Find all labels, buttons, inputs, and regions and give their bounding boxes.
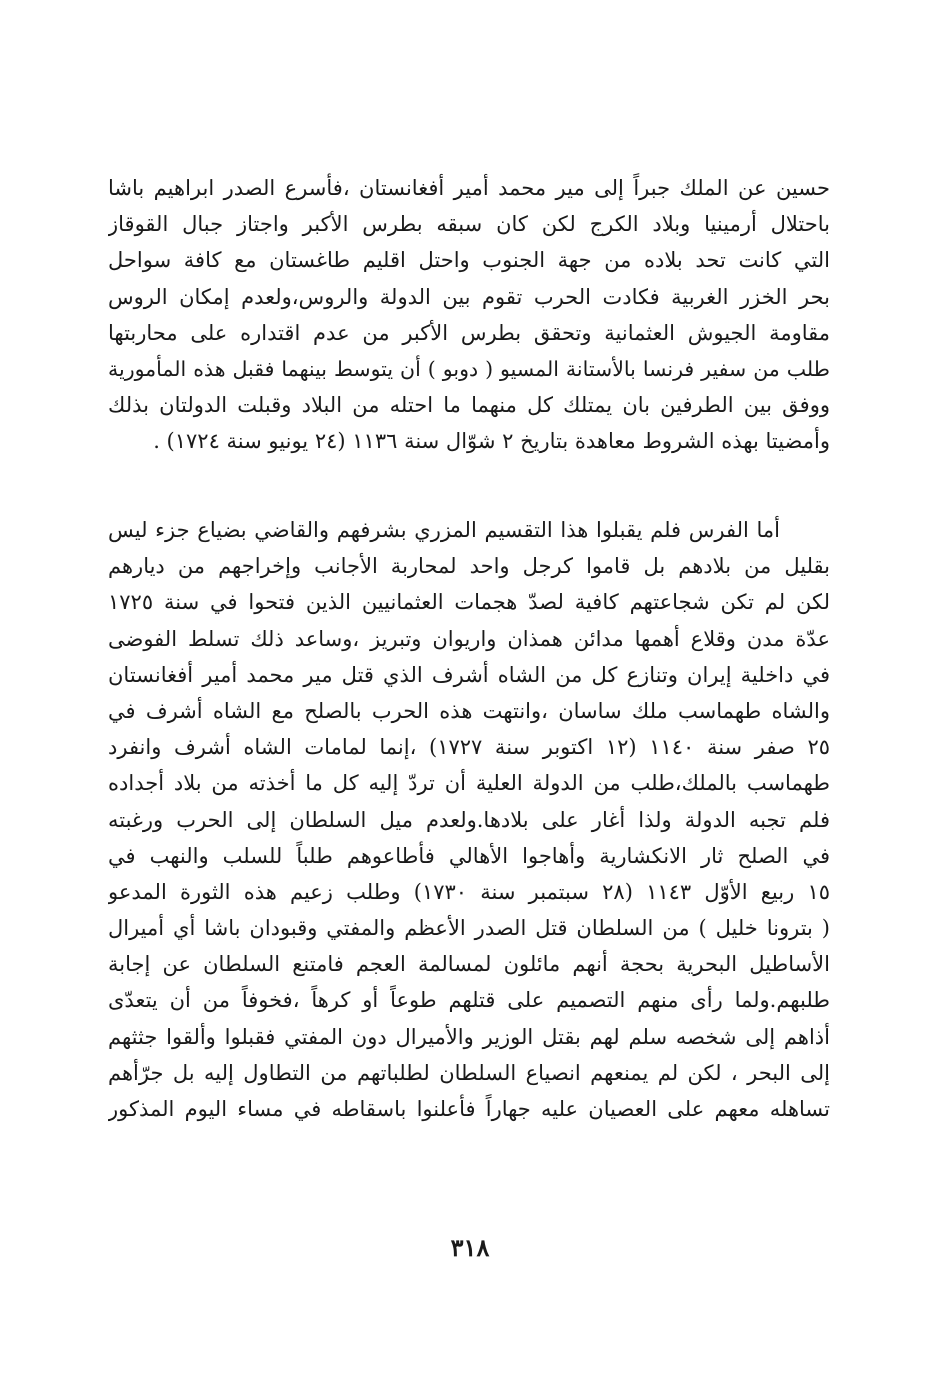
text-line: وأمضيتا بهذه الشروط معاهدة بتاريخ ٢ شوّال سنة ١١٣٦ (٢٤ يونيو سنة ١٧٢٤) . (153, 429, 830, 454)
text-line: حسين عن الملك جبراً إلى مير محمد أمير أفغانستان ،فأسرع الصدر ابراهيم باشا (108, 176, 830, 200)
text-line: الأساطيل البحرية بحجة أنهم مائلون لمسالمة العجم فامتنع السلطان عن إجابة (108, 952, 830, 977)
text-line: فلم تجبه الدولة ولذا أغار على بلادها.ولعدم ميل السلطان إلى الحرب ورغبته (108, 807, 830, 832)
text-line: التي كانت تحد بلاده من جهة الجنوب واحتل اقليم طاغستان مع كافة سواحل (108, 248, 830, 273)
text-line: أذاهم إلى شخصه سلم لهم بقتل الوزير والأميرال دون المفتي فقبلوا وألقوا جثثهم (108, 1024, 830, 1049)
text-line: ووفق بين الطرفين بان يمتلك كل منهما ما احتله من البلاد وقبلت الدولتان بذلك (108, 393, 830, 418)
paragraph-2 (108, 512, 830, 1127)
text-line: عدّة مدن وقلاع أهمها مدائن همذان واريوان وتبريز ،وساعد ذلك تسلط الفوضى (108, 626, 830, 651)
text-line: لكن لم تكن شجاعتهم كافية لصدّ هجمات العثمانيين الذين فتحوا في سنة ١٧٢٥ (108, 590, 830, 615)
text-line: ( بترونا خليل ) من السلطان قتل الصدر الأعظم والمفتي وقبودان باشا أي أميرال (108, 916, 830, 941)
text-line: أما الفرس فلم يقبلوا هذا التقسيم المزري بشرفهم والقاضي بضياع جزء ليس (108, 518, 780, 542)
text-line: بقليل من بلادهم بل قاموا كرجل واحد لمحاربة الأجانب وإخراجهم من ديارهم (108, 554, 830, 579)
text-line: ٢٥ صفر سنة ١١٤٠ (١٢ اكتوبر سنة ١٧٢٧) ،إنما لمامات الشاه أشرف وانفرد (108, 735, 830, 760)
text-line: طلب من سفير فرنسا بالأستانة المسيو ( دوبو ) أن يتوسط بينهما فقبل هذه المأمورية (108, 356, 830, 381)
paragraph-1 (108, 170, 830, 460)
text-line: طهماسب بالملك،طلب من الدولة العلية أن تردّ إليه كل ما أخذته من بلاد أجداده (108, 771, 830, 796)
text-line: في الصلح ثار الانكشارية وأهاجوا الأهالي فأطاعوهم طلباً للسلب والنهب في (108, 843, 830, 868)
text-line: في داخلية إيران وتنازع كل من الشاه أشرف الذي قتل مير محمد أمير أفغانستان (108, 662, 830, 687)
text-line: تساهله معهم على العصيان عليه جهاراً فأعلنوا باسقاطه في مساء اليوم المذكور (108, 1097, 830, 1121)
text-line: ١٥ ربيع الأوّل ١١٤٣ (٢٨ سبتمبر سنة ١٧٣٠) وطلب زعيم هذه الثورة المدعو (108, 879, 830, 904)
text-line: إلى البحر ، لكن لم يمنعهم انصياع السلطان لطلباتهم من التطاول إليه بل جرّأهم (108, 1060, 830, 1085)
text-line: والشاه طهماسب ملك ساسان ،وانتهت هذه الحرب بالصلح مع الشاه أشرف في (108, 698, 830, 723)
text-line: مقاومة الجيوش العثمانية وتحقق بطرس الأكبر من عدم اقتداره على محاربتها (108, 320, 830, 345)
text-line: طلبهم.ولما رأى منهم التصميم على قتلهم طوعاً أو كرهاً ،فخوفاً من أن يتعدّى (108, 988, 830, 1013)
text-line: بحر الخزر الغربية فكادت الحرب تقوم بين الدولة والروس،ولعدم إمكان الروس (108, 284, 830, 309)
page-number: ٣١٨ (450, 1233, 490, 1262)
text-line: باحتلال أرمينيا وبلاد الكرج لكن كان سبقه بطرس الأكبر واجتاز جبال القوقاز (108, 212, 830, 237)
